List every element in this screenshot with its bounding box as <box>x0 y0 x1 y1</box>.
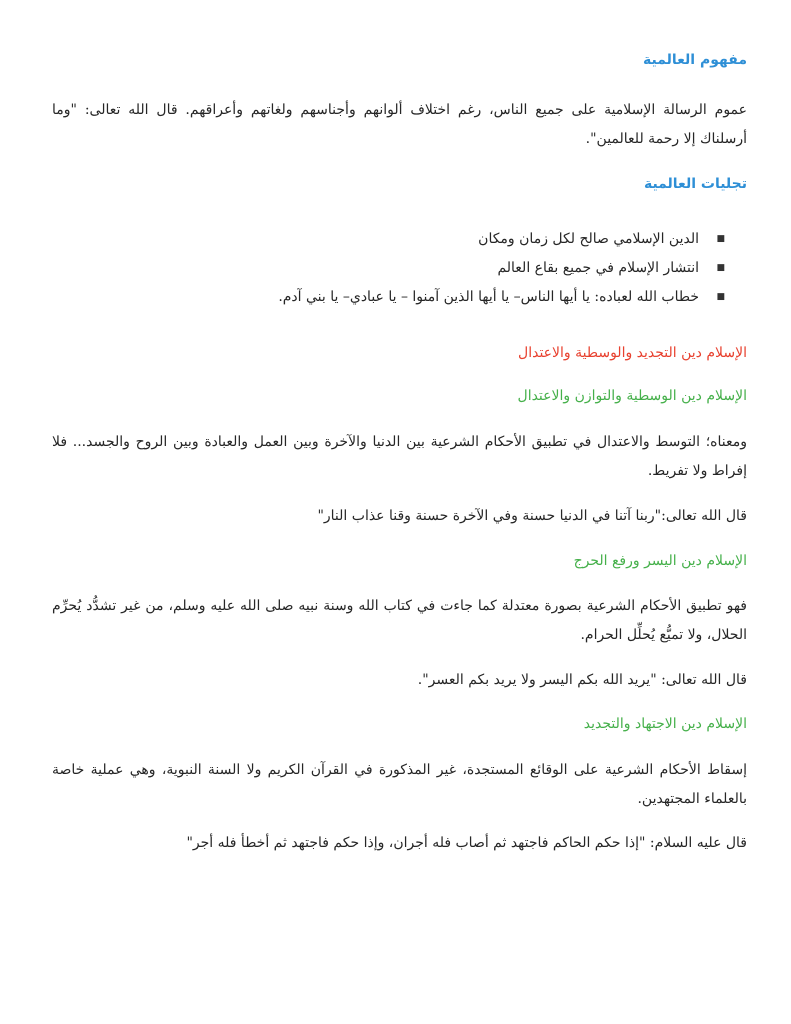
renewal-heading: الإسلام دين التجديد والوسطية والاعتدال <box>518 345 747 361</box>
moderation-quote: قال الله تعالى:"ربنا آتنا في الدنيا حسنة وفي الآخرة حسنة وقنا عذاب النار" <box>317 508 747 524</box>
ease-heading: الإسلام دين اليسر ورفع الحرج <box>573 553 747 569</box>
ease-quote: قال الله تعالى: "يريد الله بكم اليسر ولا يريد بكم العسر". <box>417 672 747 688</box>
manifestations-heading: تجليات العالمية <box>643 176 747 192</box>
list-item <box>52 225 747 254</box>
concept-heading: مفهوم العالمية <box>643 52 747 68</box>
list-item-text: انتشار الإسلام في جميع بقاع العالم <box>497 260 699 276</box>
bullet-icon: ■ <box>716 292 725 302</box>
concept-paragraph: عموم الرسالة الإسلامية على جميع الناس، رغم اختلاف ألوانهم وأجناسهم ولغاتهم وأعراقهم. قال الله تعالى: "وما أرسلناك إلا رحمة للعالمين". <box>52 102 747 147</box>
list-item <box>52 283 747 312</box>
bullet-icon: ■ <box>716 234 725 244</box>
ijtihad-quote: قال عليه السلام: "إذا حكم الحاكم فاجتهد ثم أصاب فله أجران، وإذا حكم فاجتهد ثم أخطأ فله أجر" <box>186 835 747 851</box>
ijtihad-heading: الإسلام دين الاجتهاد والتجديد <box>583 716 747 732</box>
list-item <box>52 254 747 283</box>
list-item-text: الدين الإسلامي صالح لكل زمان ومكان <box>478 231 699 247</box>
ijtihad-paragraph: إسقاط الأحكام الشرعية على الوقائع المستجدة، غير المذكورة في القرآن الكريم ولا السنة النبوية، وهي عملية خاصة بالعلماء المجتهدين. <box>52 762 747 807</box>
manifestations-list <box>52 225 747 312</box>
bullet-icon: ■ <box>716 263 725 273</box>
list-item-text: خطاب الله لعباده: يا أيها الناس– يا أيها الذين آمنوا – يا عبادي– يا بني آدم. <box>278 289 699 305</box>
ease-paragraph: فهو تطبيق الأحكام الشرعية بصورة معتدلة كما جاءت في كتاب الله وسنة نبيه صلى الله عليه وسلم، من غير تشدُّد يُحرِّم الحلال، ولا تميُّع يُحلِّل الحرام. <box>52 598 747 643</box>
moderation-paragraph: ومعناه؛ التوسط والاعتدال في تطبيق الأحكام الشرعية بين الدنيا والآخرة وبين العمل والعبادة وبين الروح والجسد... فلا إفراط ولا تفريط. <box>52 434 747 479</box>
moderation-heading: الإسلام دين الوسطية والتوازن والاعتدال <box>517 388 747 404</box>
